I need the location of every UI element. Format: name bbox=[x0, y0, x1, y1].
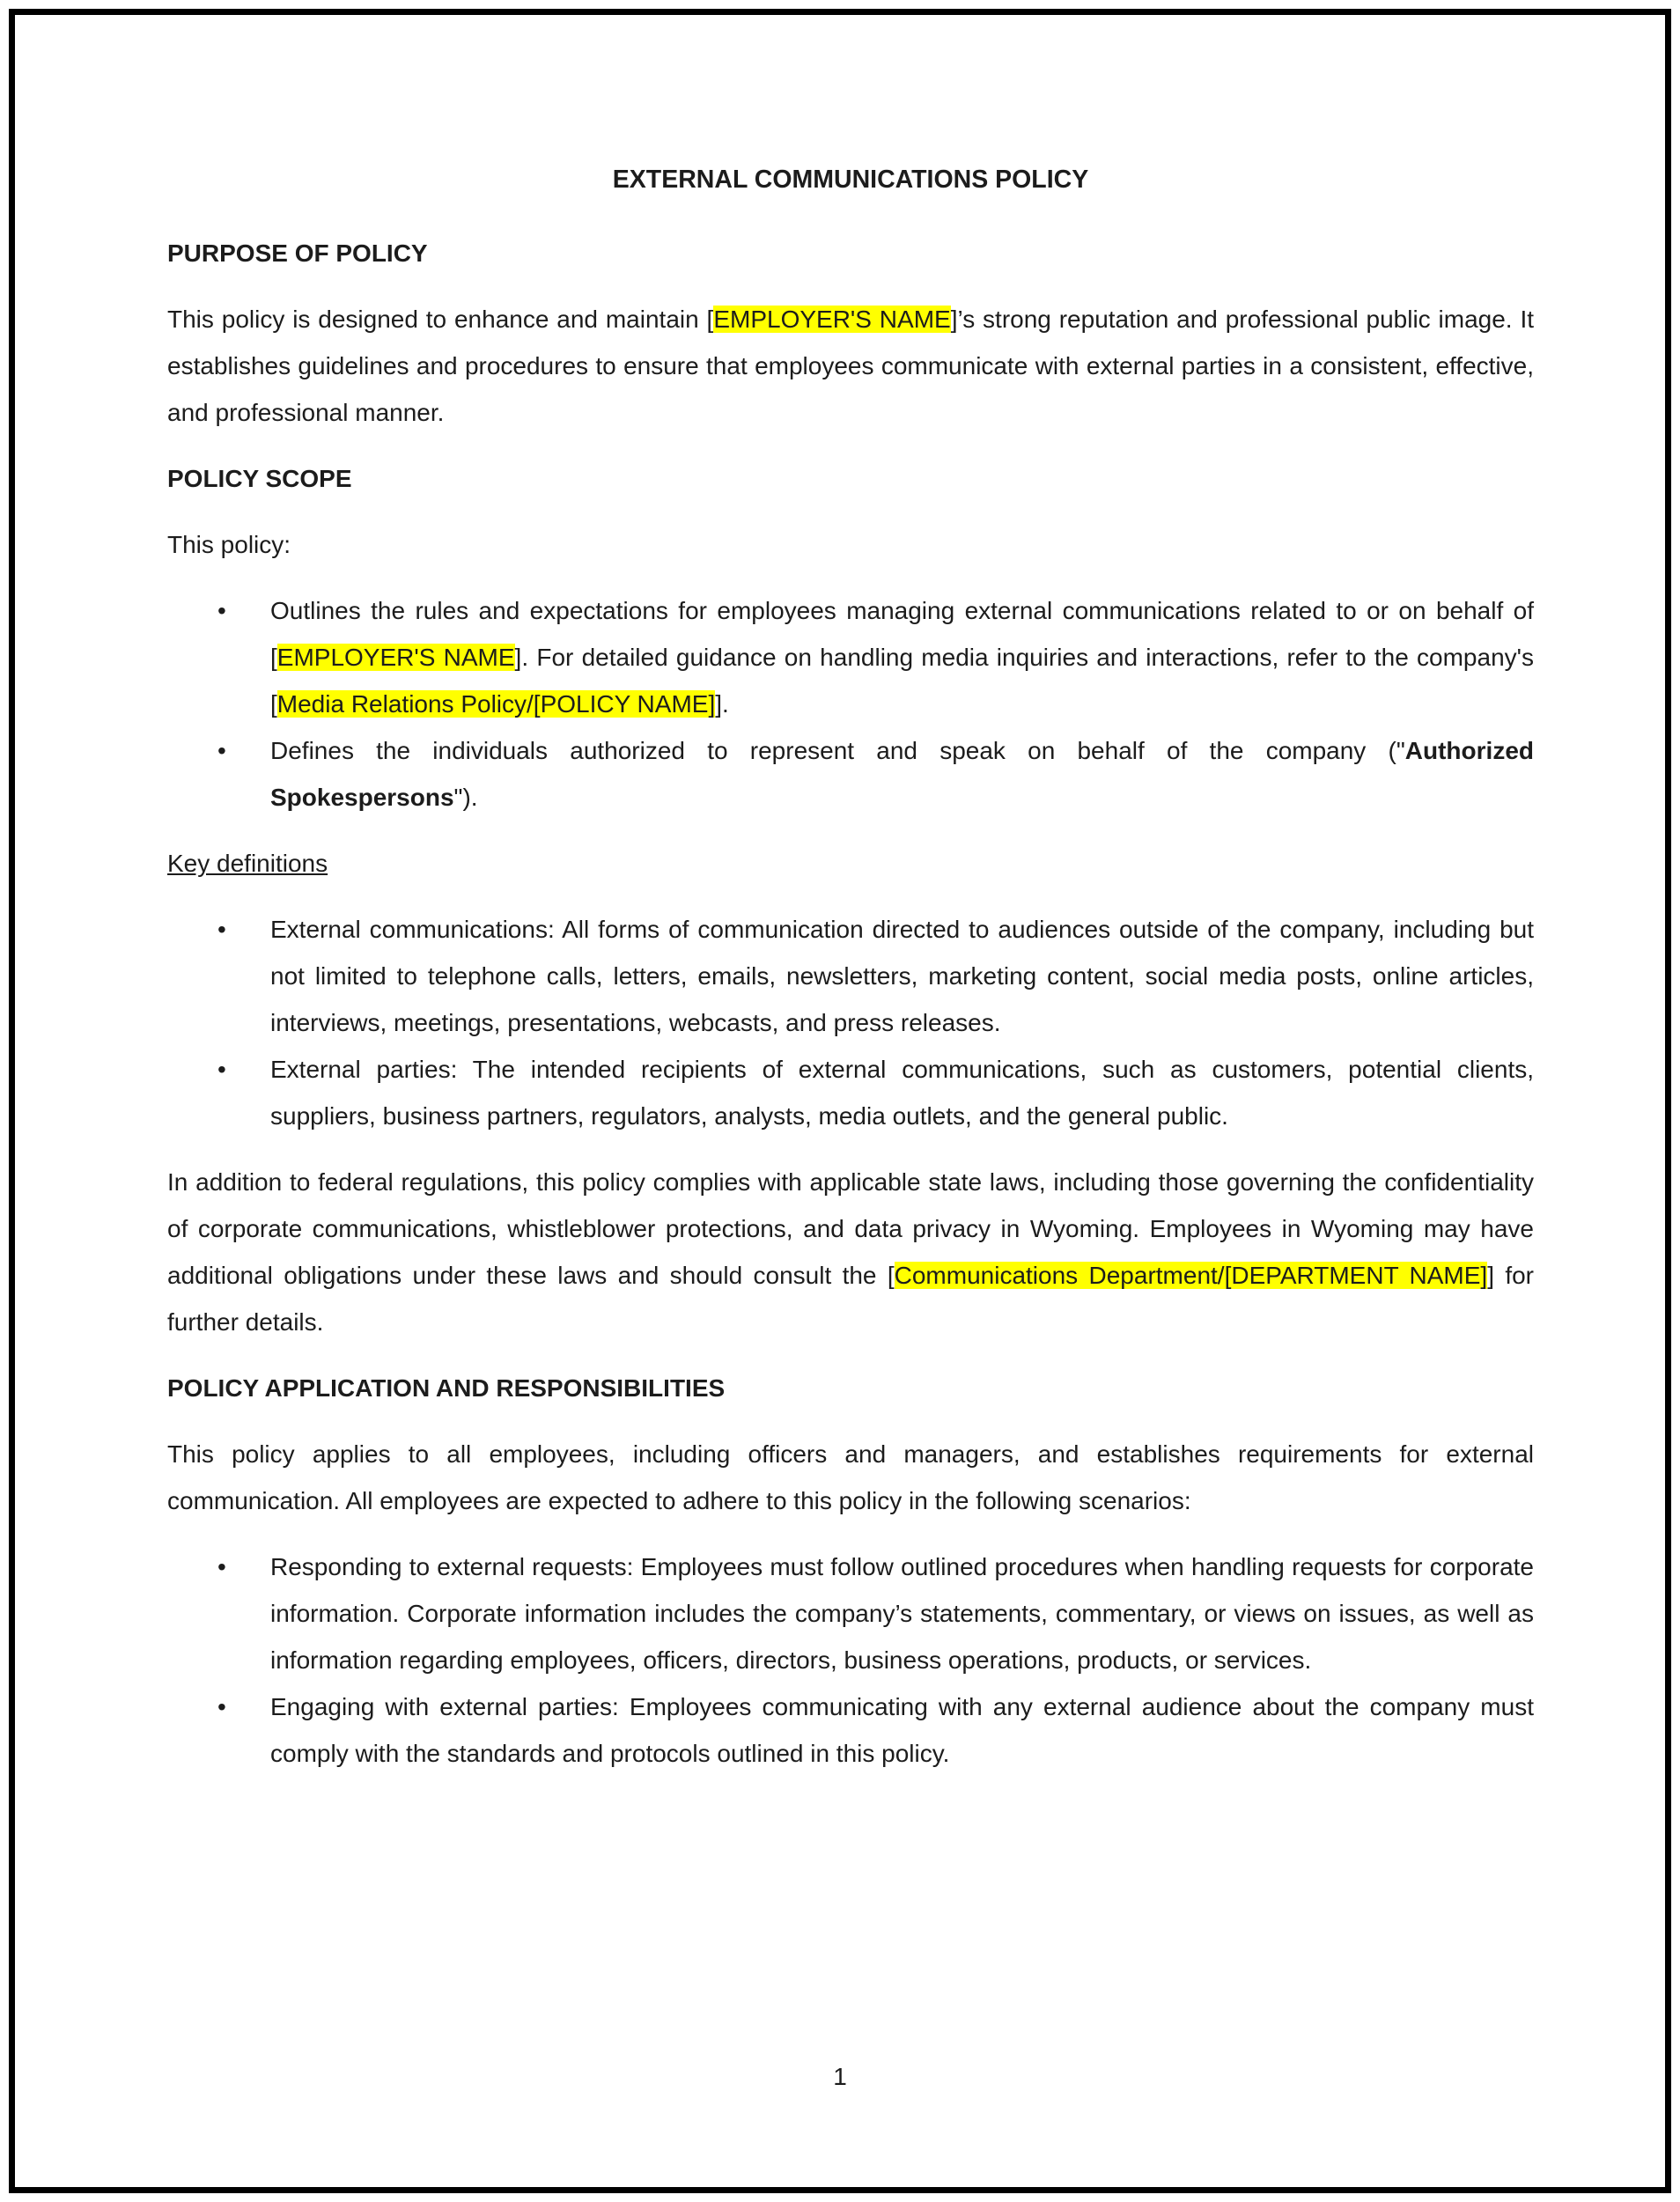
heading-policy-scope: POLICY SCOPE bbox=[167, 465, 352, 492]
highlight-employers-name: EMPLOYER'S NAME bbox=[276, 644, 515, 671]
document-title: EXTERNAL COMMUNICATIONS POLICY bbox=[612, 166, 1089, 194]
text-run: ]. For detailed guidance on handling media inquiries and interactions, refer to the company's [ bbox=[270, 644, 1534, 718]
bullet-icon: • bbox=[217, 737, 226, 764]
list-item-text: Responding to external requests: Employees must follow outlined procedures when handling requests for corporate information. Corporate information includes the company’s statements, commentary, or views on issues, as well as information regarding employees, officers, directors, business operations, products, or services. bbox=[270, 1553, 1534, 1674]
text-run: Defines the individuals authorized to represent and speak on behalf of the company (" bbox=[270, 737, 1405, 764]
bullet-icon: • bbox=[217, 1056, 226, 1083]
list-item-engaging-parties bbox=[167, 1683, 1534, 1777]
bullet-icon: • bbox=[217, 1693, 226, 1720]
document-content bbox=[167, 157, 1534, 1796]
highlight-media-relations-policy: Media Relations Policy/[POLICY NAME] bbox=[276, 690, 716, 718]
application-bullet-list bbox=[167, 1543, 1534, 1777]
bold-authorized-spokespersons: Authorized Spokespersons bbox=[270, 737, 1534, 811]
text-run: This policy is designed to enhance and maintain [ bbox=[167, 306, 714, 333]
heading-purpose-of-policy: PURPOSE OF POLICY bbox=[167, 239, 428, 267]
text-run: ] for further details. bbox=[167, 1262, 1534, 1336]
text-run: Outlines the rules and expectations for employees managing external communications related to or on behalf of [ bbox=[270, 597, 1534, 671]
list-item-text bbox=[270, 587, 1534, 727]
heading-policy-application: POLICY APPLICATION AND RESPONSIBILITIES bbox=[167, 1374, 726, 1402]
scope-bullet-list bbox=[167, 587, 1534, 821]
list-item-outlines-rules bbox=[167, 587, 1534, 727]
heading-key-definitions: Key definitions bbox=[167, 850, 328, 877]
list-item-text: Engaging with external parties: Employees communicating with any external audience about the company must comply with the standards and protocols outlined in this policy. bbox=[270, 1693, 1534, 1767]
list-item-external-communications bbox=[167, 906, 1534, 1046]
application-paragraph: This policy applies to all employees, including officers and managers, and establishes requirements for external communication. All employees are expected to adhere to this policy in the following scenarios: bbox=[167, 1440, 1534, 1514]
list-item-text: External parties: The intended recipients of external communications, such as customers, potential clients, suppliers, business partners, regulators, analysts, media outlets, and the general public. bbox=[270, 1056, 1534, 1130]
list-item-responding-requests bbox=[167, 1543, 1534, 1683]
list-item-text bbox=[270, 727, 1534, 821]
text-run: ]’s strong reputation and professional public image. It establishes guidelines and procedures to ensure that employees communicate with external parties in a consistent, effective, and professional manner. bbox=[167, 306, 1534, 426]
page-footer bbox=[0, 2053, 1680, 2100]
text-run: In addition to federal regulations, this policy complies with applicable state laws, including those governing the confidentiality of corporate communications, whistleblower protections, and data privacy in Wyoming. Employees in Wyoming may have additional obligations under these laws and should consult the [ bbox=[167, 1168, 1534, 1289]
list-item-text: External communications: All forms of communication directed to audiences outside of the company, including but not limited to telephone calls, letters, emails, newsletters, marketing content, social media posts, online articles, interviews, meetings, presentations, webcasts, and press releases. bbox=[270, 916, 1534, 1036]
bullet-icon: • bbox=[217, 597, 226, 624]
highlight-employers-name: EMPLOYER'S NAME bbox=[713, 306, 951, 333]
list-item-external-parties bbox=[167, 1046, 1534, 1139]
bullet-icon: • bbox=[217, 916, 226, 943]
text-run: "). bbox=[453, 784, 478, 811]
page-number: 1 bbox=[833, 2063, 847, 2090]
scope-intro: This policy: bbox=[167, 531, 291, 558]
highlight-communications-department: Communications Department/[DEPARTMENT NAME] bbox=[894, 1262, 1488, 1289]
bullet-icon: • bbox=[217, 1553, 226, 1580]
state-law-paragraph bbox=[167, 1159, 1534, 1345]
text-run: ]. bbox=[715, 690, 729, 718]
purpose-paragraph bbox=[167, 296, 1534, 436]
definitions-bullet-list bbox=[167, 906, 1534, 1139]
list-item-defines-individuals bbox=[167, 727, 1534, 821]
